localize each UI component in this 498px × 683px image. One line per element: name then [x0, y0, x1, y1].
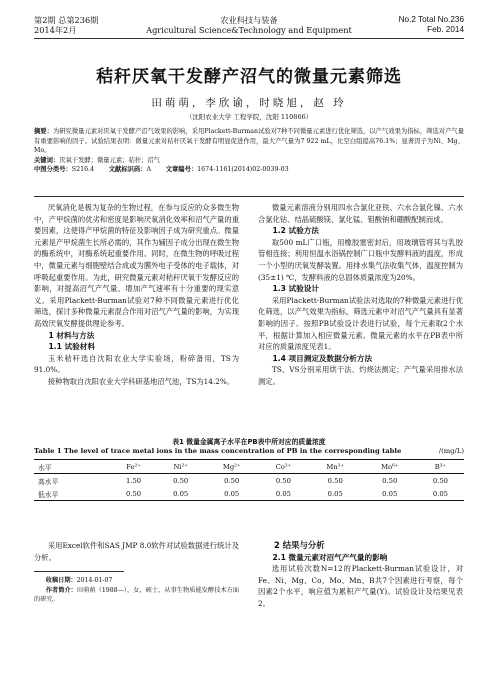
table-header: Mn²⁺: [326, 462, 345, 471]
author-affiliation: （沈阳农业大学 工程学院，沈阳 110866）: [185, 113, 313, 121]
footnote-author: [34, 586, 239, 605]
footnote-rule: [34, 571, 124, 572]
bottom-right-column: [258, 540, 463, 610]
article-number-label: 文章编号：: [165, 166, 198, 174]
issue-date-en: Feb. 2014: [427, 25, 464, 34]
received-date: 2014-01-07: [76, 577, 113, 585]
table-header: Co²⁺: [275, 462, 292, 471]
table-cell: 0.05: [173, 489, 189, 498]
clc-value: S216.4: [71, 166, 95, 174]
clc-label: 中图分类号：: [34, 166, 72, 174]
table-cell: 0.50: [224, 476, 240, 485]
table-caption-cn: 表1 微量金属离子水平在PB表中所对应的质量浓度: [172, 438, 326, 446]
results-paragraph: 选用试验次数N=12的Plackett-Burman试验设计，对Fe、Ni、Mg、Co、Mo、Mn、B共7个因素进行考察，每个因素2个水平，响应值为累积产气量(Y)。试验设计及结果见表2。: [258, 564, 463, 608]
table-header: Ni²⁺: [173, 462, 188, 471]
issue-date: 2014年2月: [34, 25, 77, 35]
section-heading-1: 1 材料与方法: [48, 330, 95, 340]
keywords-label: 关键词：: [34, 156, 60, 164]
issue-number: 第2期 总第236期: [34, 15, 99, 25]
section-heading-2: 2 结果与分析: [273, 540, 325, 550]
intro-paragraph: 厌氧消化是极为复杂的生物过程，在参与反应的众多微生物中，产甲烷菌的优劣和密度是影响厌氧消化效率和沼气产量的重要因素，这使得产甲烷菌的特征及影响因子成为研究重点。微量元素是产甲烷菌生长所必需的，其作为辅因子成分出现在微生物的酶系统中，对酶系统起重要作用。同时，在微生物的呼吸过程中，微量元素与细胞壁结合成或为膜外电子受体的电子载体，对呼吸起重要作用。为此，研究微量元素对秸秆厌氧干发酵反应的影响，对提高沼气产气量、增加产气速率有十分重要的现实意义。采用Plackett-Burman试验对7种不同微量元素进行优化筛选，探讨多种微量元素混合作用对沼气产气量的影响，为实现高效厌氧发酵提供理论参考。: [34, 203, 239, 328]
table-cell: 0.50: [327, 476, 343, 485]
table-row: [34, 487, 464, 501]
section-heading-1-1: 1.1 试验材料: [48, 342, 95, 352]
abstract-rule: [34, 196, 464, 197]
method-paragraph: 取500 mL广口瓶，用橡胶塞密封后，用玻璃管将其与乳胶管相连接；利用恒温水浴锅控制广口瓶中发酵料液的温度，形成一个小型的厌氧发酵装置。用排水集气法收集气体，温度控制为(35±1) ℃，发酵料液的总固体质量浓度为20%。: [258, 237, 463, 282]
table-cell: 0.50: [275, 476, 291, 485]
footnote-received: [34, 576, 239, 586]
table-cell: 0.50: [382, 476, 398, 485]
journal-issue-en: [399, 15, 464, 35]
header-rule: [34, 38, 464, 39]
classification-line: [34, 165, 464, 175]
table-caption-en-row: [34, 447, 464, 455]
article-number-value: 1674-1161(2014)02-0039-03: [197, 166, 289, 174]
abstract-text: 为研究微量元素对厌氧干发酵产沼气效果的影响，采用Plackett-Burman试验对7种不同微量元素进行优化筛选，以产气效果为指标，筛选对产气量有重要影响的因子。试验结果表明：微量元素对秸秆厌氧干发酵有明显促进作用，最大产气量为7 922 mL，比空白组提高76.1%；显著因子为Ni、Mg、Mo。: [34, 128, 465, 155]
table-caption-en: Table 1 The level of trace metal ions in the mass concentration of PB in the corresponding table: [34, 447, 402, 455]
table-cell: 低水平: [38, 490, 59, 499]
materials-paragraph-3: 微量元素溶液分别用四水合氯化亚铁、六水合氯化镍、六水合氯化钴、结晶硫酸镁、氯化锰、钼酸钠和硼酸配制而成。: [258, 203, 463, 224]
table-cell: 0.50: [432, 476, 448, 485]
table-header: Mo⁶⁺: [381, 462, 399, 471]
materials-paragraph-1: 玉米秸秆选自沈阳农业大学实验场，粉碎备用，TS为91.0%。: [34, 353, 239, 375]
table-row: [34, 474, 464, 488]
journal-name-en: Agricultural Science&Technology and Equipment: [146, 25, 352, 35]
journal-name-cn: 农业科技与装备: [220, 15, 278, 25]
table-header: Fe²⁺: [126, 462, 141, 471]
abstract-label: 摘要：: [34, 128, 53, 135]
section-heading-1-3: 1.3 试验设计: [272, 284, 319, 294]
bottom-left-column: [34, 540, 239, 605]
table-header: B³⁺: [434, 462, 447, 471]
stats-paragraph: 采用Excel软件和SAS JMP 8.0软件对试验数据进行统计及分析。: [34, 541, 239, 562]
table-header-row: [34, 460, 464, 474]
right-column: [258, 202, 463, 388]
received-label: 收稿日期：: [45, 577, 77, 585]
materials-paragraph-2: 接种物取自沈阳农业大学科研基地沼气池，TS为14.2%。: [47, 376, 235, 386]
abstract: [34, 127, 464, 156]
table-cell: 1.50: [125, 476, 142, 485]
paper-authors: 田萌萌，李欣谕，时晓旭，赵 玲: [151, 97, 347, 109]
trace-element-table: [34, 459, 464, 501]
author-bio-label: 作者简介：: [45, 586, 77, 594]
design-paragraph: 采用Plackett-Burman试验法对选取的7种微量元素进行优化筛选，以产气效果为指标，筛选元素中对沼气产气量具有显著影响的因子。按照PB试验设计表进行试验，每个元素取2个水平，根据计算加入相应微量元素。微量元素的水平在PB表中所对应的质量浓度见表1。: [258, 295, 463, 352]
author-bio: 田萌萌（1988—），女，硕士，从事生物质能发酵技术方面的研究。: [34, 586, 240, 604]
table-header: Mg²⁺: [222, 462, 241, 471]
keywords: [34, 156, 464, 166]
table-cell: 0.05: [224, 489, 240, 498]
table-cell: 0.50: [173, 476, 189, 485]
table-cell: 0.05: [275, 489, 291, 498]
issue-number-en: No.2 Total No.236: [398, 15, 464, 24]
table-unit: /(mg/L): [438, 447, 464, 455]
table-cell: 0.05: [327, 489, 343, 498]
doc-code-label: 文献标识码：: [108, 166, 147, 174]
abstract-block: [34, 127, 464, 175]
table-header: 水平: [38, 463, 52, 472]
analysis-paragraph: TS、VS分别采用烘干法、灼烧法测定；产气量采用排水法测定。: [258, 365, 463, 386]
doc-code-value: A: [146, 166, 152, 174]
paper-title: 秸秆厌氧干发酵产沼气的微量元素筛选: [96, 67, 402, 87]
section-heading-1-2: 1.2 试验方法: [272, 226, 319, 236]
section-heading-1-4: 1.4 项目测定及数据分析方法: [272, 353, 373, 363]
table-cell: 0.05: [382, 489, 398, 498]
section-heading-2-1: 2.1 微量元素对沼气产气量的影响: [272, 552, 388, 562]
table-cell: 高水平: [38, 477, 59, 486]
left-column: [34, 202, 239, 388]
keywords-text: 厌氧干发酵；微量元素；秸秆；沼气: [59, 156, 160, 164]
table-cell: 0.05: [432, 489, 448, 498]
table-cell: 0.50: [125, 489, 142, 498]
